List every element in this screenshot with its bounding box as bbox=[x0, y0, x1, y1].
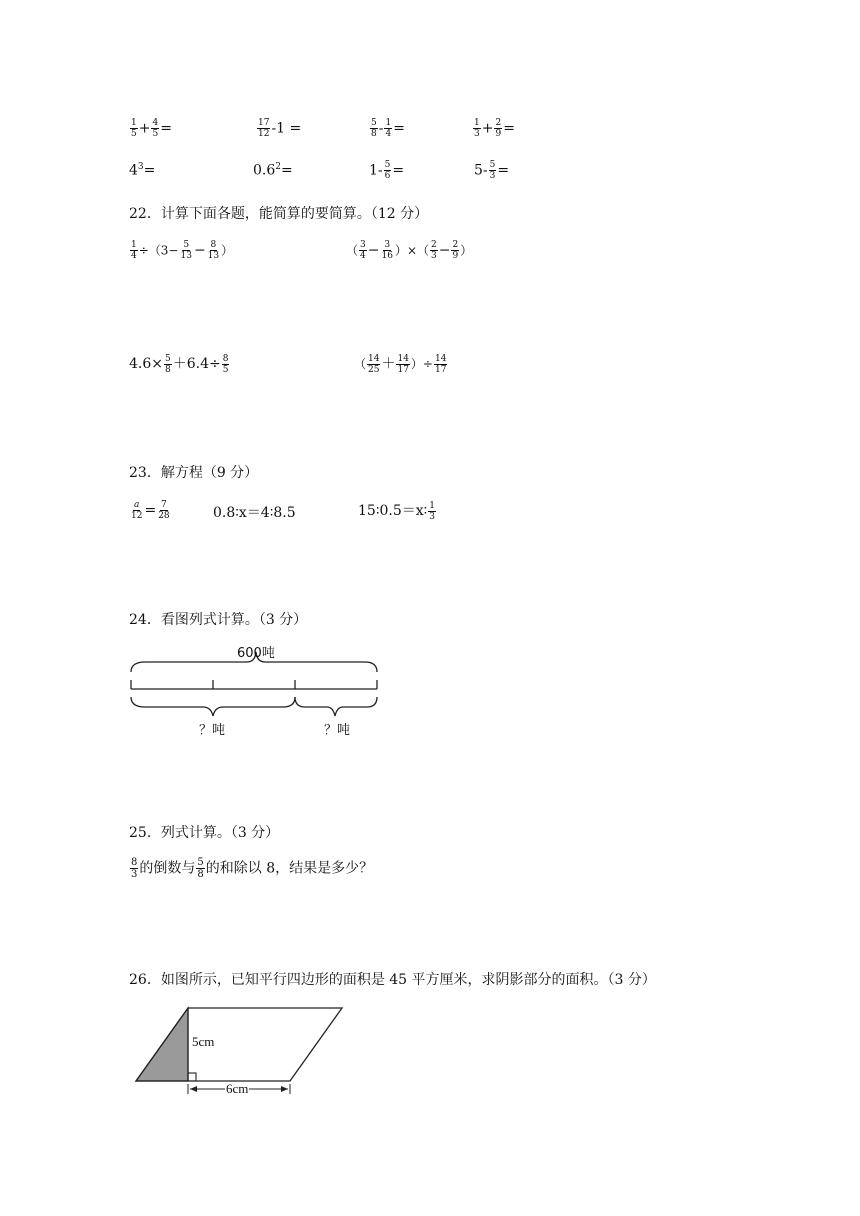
expr-2-3: 1- $\frac{5}{6}$ = bbox=[369, 160, 405, 181]
q23-heading: 23．解方程（9 分） bbox=[129, 465, 259, 481]
q26-heading: 26．如图所示，已知平行四边形的面积是 45 平方厘米，求阴影部分的面积。（3 分） bbox=[129, 972, 656, 988]
q22-heading: 22．计算下面各题，能简算的要简算。（12 分） bbox=[129, 206, 429, 222]
expr-2-1: $4^3=$ bbox=[129, 162, 156, 179]
expr-2-2: $0.6^2=$ bbox=[253, 162, 293, 179]
top-label: 600吨 bbox=[237, 646, 275, 661]
q22-c: 4.6× $\frac{5}{8}$ ＋6.4÷ $\frac{8}{5}$ bbox=[129, 353, 229, 375]
q22-a: $\frac{1}{4}$ ÷（3− $\frac{5}{13}$ − $\frac{8}{13}$ ） bbox=[131, 240, 234, 261]
expr-2-4: 5- $\frac{5}{3}$ = bbox=[474, 160, 510, 181]
expr-1-3: $\frac{5}{8}$ - $\frac{1}{4}$ = bbox=[371, 118, 405, 139]
q23-b: 0.8∶x＝4∶8.5 bbox=[213, 505, 296, 521]
q23-a: $\frac{a}{12}$ = $\frac{7}{28}$ bbox=[131, 500, 170, 521]
q25-body: $\frac{8}{3}$ 的倒数与 $\frac{5}{8}$ 的和除以 8，结果是多少？ bbox=[131, 857, 374, 880]
base-label: 6cm bbox=[226, 1081, 249, 1096]
right-angle-mark bbox=[188, 1073, 196, 1081]
q24-heading: 24．看图列式计算。（3 分） bbox=[129, 612, 308, 628]
q22-d: （ $\frac{14}{25}$ ＋ $\frac{14}{17}$ ）÷ $\frac{14}{17}$ bbox=[354, 353, 447, 375]
bottom-right-brace bbox=[295, 697, 377, 716]
expr-1-1: $\frac{1}{5}$ + $\frac{4}{5}$ = bbox=[131, 118, 172, 139]
q22-b: （ $\frac{3}{4}$ − $\frac{3}{16}$ ）×（ $\frac{2}{3}$ − $\frac{2}{9}$ ） bbox=[346, 240, 473, 261]
expr-1-4: $\frac{1}{3}$ + $\frac{2}{9}$ = bbox=[474, 118, 515, 139]
height-label: 5cm bbox=[192, 1034, 215, 1049]
expr-1-2: $\frac{17}{12}$ -1 = bbox=[258, 118, 302, 139]
right-label: ？吨 bbox=[324, 723, 351, 738]
q23-c: 15∶0.5＝x∶ $\frac{1}{3}$ bbox=[358, 500, 435, 522]
q25-heading: 25．列式计算。（3 分） bbox=[129, 825, 280, 841]
bottom-left-brace bbox=[131, 697, 295, 716]
left-label: ？吨 bbox=[199, 723, 226, 738]
